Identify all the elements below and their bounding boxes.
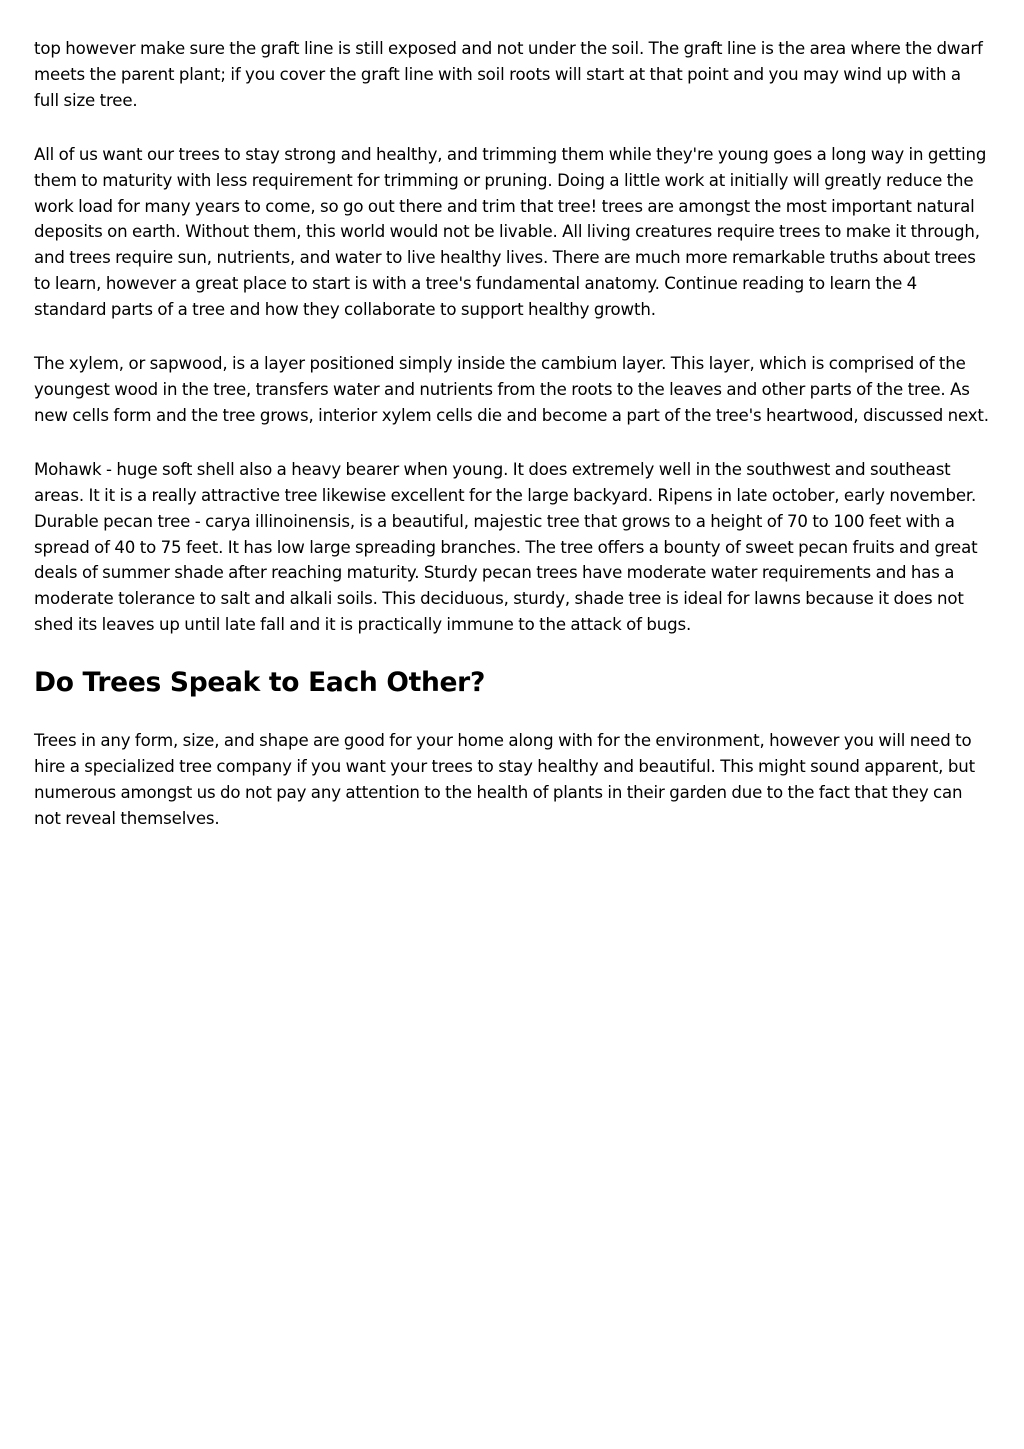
section-heading: Do Trees Speak to Each Other? <box>34 667 486 699</box>
paragraph-graft-line: top however make sure the graft line is still exposed and not under the soil. The graft line is the area where the dwarf meets the parent plant; if you cover the graft line with soil roots will start at that point and you may wind up with a full size tree. <box>34 39 983 110</box>
paragraph-xylem: The xylem, or sapwood, is a layer positioned simply inside the cambium layer. This layer, which is comprised of the youngest wood in the tree, transfers water and nutrients from the roots to the leaves and other parts of the tree. As new cells form and the tree grows, interior xylem cells die and become a part of the tree's heartwood, discussed next. <box>34 354 989 425</box>
paragraph-trimming-trees: All of us want our trees to stay strong and healthy, and trimming them while they're young goes a long way in getting them to maturity with less requirement for trimming or pruning. Doing a little work at initially will greatly reduce the work load for many years to come, so go out there and trim that tree! trees are amongst the most important natural deposits on earth. Without them, this world would not be livable. All living creatures require trees to make it through, and trees require sun, nutrients, and water to live healthy lives. There are much more remarkable truths about trees to learn, however a great place to start is with a tree's fundamental anatomy. Continue reading to learn the 4 standard parts of a tree and how they collaborate to support healthy growth. <box>34 144 987 320</box>
paragraph-mohawk-pecan: Mohawk - huge soft shell also a heavy bearer when young. It does extremely well in the southwest and southeast areas. It it is a really attractive tree likewise excellent for the large backyard. Ripens in late october, early november. Durable pecan tree - carya illinoinensis, is a beautiful, majestic tree that grows to a height of 70 to 100 feet with a spread of 40 to 75 feet. It has low large spreading branches. The tree offers a bounty of sweet pecan fruits and great deals of summer shade after reaching maturity. Sturdy pecan trees have moderate water requirements and has a moderate tolerance to salt and alkali soils. This deciduous, sturdy, shade tree is ideal for lawns because it does not shed its leaves up until late fall and it is practically immune to the attack of bugs. <box>34 459 978 635</box>
paragraph-tree-company: Trees in any form, size, and shape are good for your home along with for the environment, however you will need to hire a specialized tree company if you want your trees to stay healthy and beautiful. This might sound apparent, but numerous amongst us do not pay any attention to the health of plants in their garden due to the fact that they can not reveal themselves. <box>34 731 975 828</box>
